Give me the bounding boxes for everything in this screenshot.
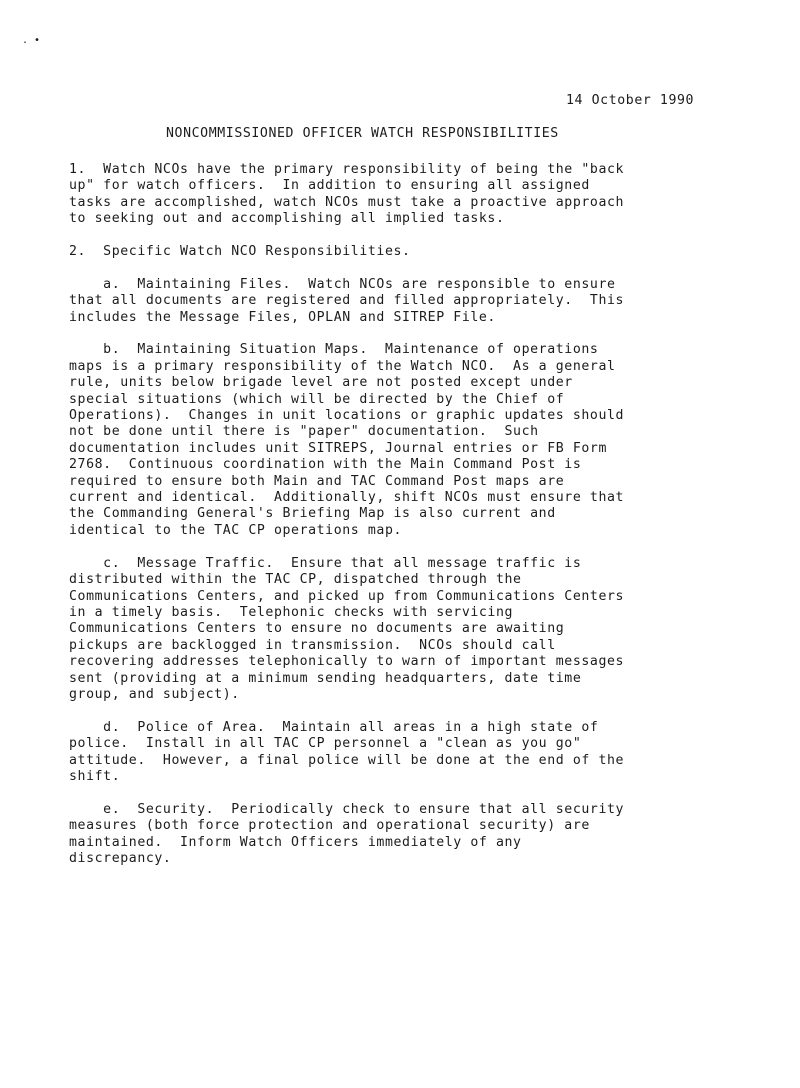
document-date: 14 October 1990 <box>566 93 695 108</box>
paragraph-1: 1. Watch NCOs have the primary responsibility of being the "back up" for watch officers. In addition to ensuring all assigned tasks are accomplished, watch NCOs must take a proactive approach to seeking out and accomplishing all implied tasks. <box>69 162 625 227</box>
document-body <box>69 162 729 884</box>
item-b-situation-maps: b. Maintaining Situation Maps. Maintenance of operations maps is a primary responsibility of the Watch NCO. As a general rule, units below brigade level are not posted except under special situations (which will be directed by the Chief of Operations). Changes in unit locations or graphic updates should not be done until there is "paper" documentation. Such documentation includes unit SITREPS, Journal entries or FB Form 2768. Continuous coordination with the Main Command Post is required to ensure both Main and TAC Command Post maps are current and identical. Additionally, shift NCOs must ensure that the Commanding General's Briefing Map is also current and identical to the TAC CP operations map. <box>69 342 625 538</box>
scan-specks: . • <box>22 35 41 46</box>
item-e-security: e. Security. Periodically check to ensure that all security measures (both force protection and operational security) are maintained. Inform Watch Officers immediately of any discrepancy. <box>69 801 625 866</box>
item-c-message-traffic: c. Message Traffic. Ensure that all message traffic is distributed within the TAC CP, dispatched through the Communications Centers, and picked up from Communications Centers in a timely basis. Telephonic checks with servicing Communications Centers to ensure no documents are awaiting pickups are backlogged in transmission. NCOs should call recovering addresses telephonically to warn of important messages sent (providing at a minimum sending headquarters, date time group, and subject). <box>69 555 625 702</box>
document-title: NONCOMMISSIONED OFFICER WATCH RESPONSIBILITIES <box>166 126 559 141</box>
item-a-maintaining-files: a. Maintaining Files. Watch NCOs are responsible to ensure that all documents are registered and filled appropriately. This includes the Message Files, OPLAN and SITREP File. <box>69 276 625 325</box>
paragraph-2-heading: 2. Specific Watch NCO Responsibilities. <box>69 244 411 260</box>
item-d-police-of-area: d. Police of Area. Maintain all areas in a high state of police. Install in all TAC CP personnel a "clean as you go" attitude. However, a final police will be done at the end of the shift. <box>69 719 625 784</box>
